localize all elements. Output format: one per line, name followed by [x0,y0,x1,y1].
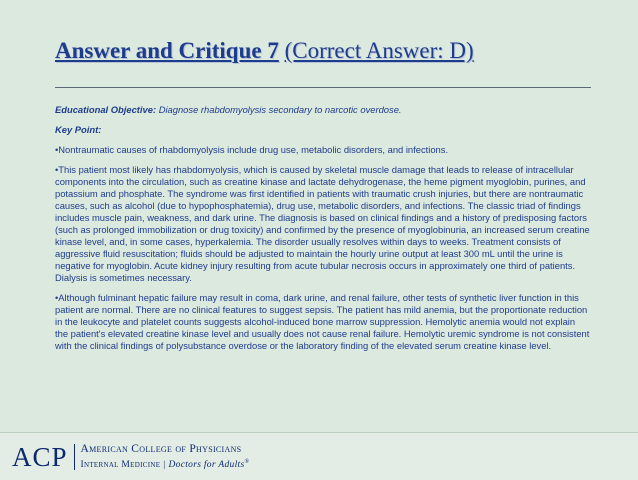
title-main: Answer and Critique 7 [55,38,279,63]
logo-text [81,443,250,471]
trademark-symbol: ® [244,459,250,465]
title-correct-answer: (Correct Answer: D) [284,38,474,63]
tagline-right: Doctors for Adults [168,460,245,471]
bullet-item: •Nontraumatic causes of rhabdomyolysis include drug use, metabolic disorders, and infections. [55,144,449,155]
educational-objective [55,104,590,116]
bullet-item: •Although fulminant hepatic failure may result in coma, dark urine, and renal failure, other tests of synthetic liver function in this patient are normal. There are no clinical features to suggest sepsis. The patient has mild anemia, but the proportionate reduction in the leukocyte and platelet counts suggests alcohol-induced bone marrow suppression. Hemolytic anemia would not explain the patient's elevated creatine kinase level and usually does not cause renal failure. Hemolytic uremic syndrome is not consistent with the clinical findings of polysubstance overdose or the laboratory finding of the elevated serum creatine kinase level. [55,292,590,351]
tagline-separator: | [163,460,166,471]
logo-mark: ACP [12,442,68,473]
org-tagline [81,456,250,471]
slide-title [55,36,615,66]
org-name: American College of Physicians [80,443,242,455]
tagline-left: Internal Medicine [80,460,161,471]
acp-logo [12,443,249,471]
objective-text: Diagnose rhabdomyolysis secondary to narcotic overdose. [158,104,402,115]
logo-divider [74,444,75,470]
bullet-item: •This patient most likely has rhabdomyolysis, which is caused by skeletal muscle damage that leads to release of intracellular components into the circulation, such as creatine kinase and lactate dehydrogenase, the heme pigment myoglobin, purines, and potassium and phosphate. The syndrome was first identified in patients with traumatic crush injuries, but there are nontraumatic causes, such as alcohol (due to hypophosphatemia), drug use, metabolic disorders, and infections. The classic triad of findings includes muscle pain, weakness, and dark urine. The diagnosis is based on clinical findings and a history of predisposing factors (such as prolonged immobilization or drug toxicity) and confirmed by the presence of myoglobinuria, an increased serum creatine kinase level, and, in some cases, hyperkalemia. The disorder usually resolves within days to weeks. Treatment consists of aggressive fluid resuscitation; fluids should be adjusted to maintain the hourly urine output at least 300 mL until the urine is negative for myoglobin. Acute kidney injury resulting from acute tubular necrosis occurs in approximately one third of patients. Dialysis is sometimes necessary. [55,164,590,283]
slide-content [55,104,590,360]
title-divider [55,87,591,88]
objective-label: Educational Objective: [55,104,157,115]
key-point-label: Key Point: [55,124,102,135]
